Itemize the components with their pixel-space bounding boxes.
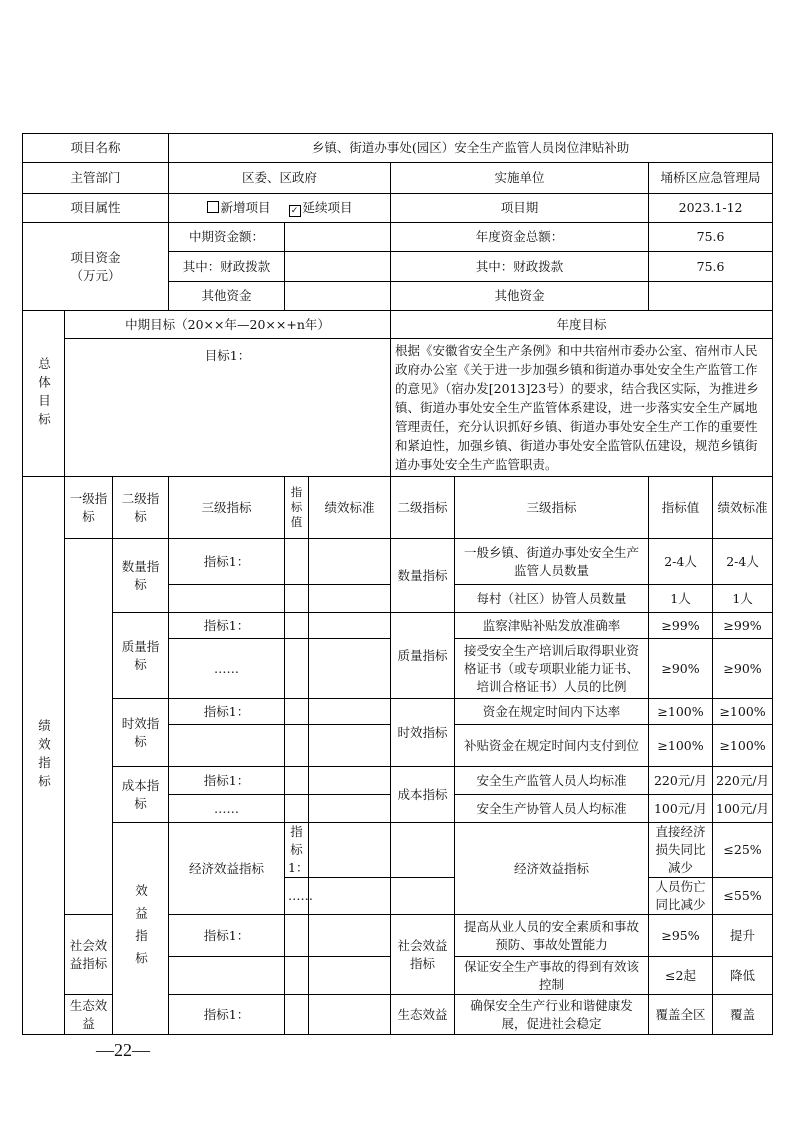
quality-l2-right: 质量指标 xyxy=(391,613,455,699)
social-l2-left: 社会效益指标 xyxy=(65,915,113,995)
quality-l3-left-2: …… xyxy=(169,639,285,699)
social-l2-right: 社会效益指标 xyxy=(391,915,455,995)
attr-continued-label: 延续项目 xyxy=(302,200,353,215)
time-l3-left-2 xyxy=(169,725,285,767)
mid-term-goal-title: 中期目标（20××年—20××+n年） xyxy=(65,311,391,339)
econ-l2-right: 经济效益指标 xyxy=(455,823,649,915)
eco-name-1: 确保安全生产行业和谐健康发展，促进社会稳定 xyxy=(455,995,649,1035)
time-standard-1: ≥100% xyxy=(713,699,773,725)
cost-standard-left-1 xyxy=(309,767,391,795)
row-department xyxy=(23,163,773,194)
cost-l2-right: 成本指标 xyxy=(391,767,455,823)
time-value-1: ≥100% xyxy=(649,699,713,725)
quality-standard-left-2 xyxy=(309,639,391,699)
project-name-value: 乡镇、街道办事处(园区）安全生产监管人员岗位津贴补助 xyxy=(169,134,773,163)
time-name-2: 补贴资金在规定时间内支付到位 xyxy=(455,725,649,767)
cost-name-1: 安全生产监管人员人均标准 xyxy=(455,767,649,795)
col-value-left: 指标值 xyxy=(285,477,309,539)
table-row xyxy=(23,613,773,639)
mid-total-value xyxy=(285,223,391,252)
time-name-1: 资金在规定时间内下达率 xyxy=(455,699,649,725)
row-goal-content xyxy=(23,339,773,477)
page-number: —22— xyxy=(96,1040,150,1060)
mid-fiscal-label: 其中：财政拨款 xyxy=(169,252,285,282)
attr-label: 项目属性 xyxy=(23,194,169,223)
cost-l3-left-2: …… xyxy=(169,795,285,823)
qty-l2-left: 数量指标 xyxy=(113,539,169,613)
social-l3-left-2 xyxy=(169,957,285,995)
col-standard-left: 绩效标准 xyxy=(309,477,391,539)
econ-l3-left-2: …… xyxy=(285,878,309,915)
attr-new-label: 新增项目 xyxy=(220,200,271,215)
period-label: 项目期 xyxy=(391,194,649,223)
annual-other-label: 其他资金 xyxy=(391,282,649,311)
eco-l3-left-1: 指标1： xyxy=(169,995,285,1035)
social-name-1: 提高从业人员的安全素质和事故预防、事故处置能力 xyxy=(455,915,649,957)
quality-l3-left-1: 指标1： xyxy=(169,613,285,639)
econ-standard-left-1 xyxy=(391,823,455,878)
col-level3-left: 三级指标 xyxy=(169,477,285,539)
overall-goal-label: 总体目标 xyxy=(23,311,65,477)
eco-standard-left-1 xyxy=(309,995,391,1035)
table-row xyxy=(23,539,773,585)
quality-l2-left: 质量指标 xyxy=(113,613,169,699)
eco-standard-1: 覆盖 xyxy=(713,995,773,1035)
econ-name-2: 人员伤亡同比减少 xyxy=(649,878,713,915)
qty-standard-left-2 xyxy=(309,585,391,613)
quality-standard-1: ≥99% xyxy=(713,613,773,639)
quality-value-1: ≥99% xyxy=(649,613,713,639)
time-value-2: ≥100% xyxy=(649,725,713,767)
funds-label-line1: 项目资金 xyxy=(70,249,121,265)
mid-fiscal-value xyxy=(285,252,391,282)
quality-standard-2: ≥90% xyxy=(713,639,773,699)
period-value: 2023.1-12 xyxy=(649,194,773,223)
social-value-2: ≤2起 xyxy=(649,957,713,995)
econ-value-2: ≤55% xyxy=(713,878,773,915)
table-row xyxy=(23,767,773,795)
time-standard-left-1 xyxy=(309,699,391,725)
qty-value-2: 1人 xyxy=(649,585,713,613)
cost-value-2: 100元/月 xyxy=(649,795,713,823)
qty-l3-left-1: 指标1： xyxy=(169,539,285,585)
funds-label xyxy=(23,223,169,311)
annual-fiscal-value: 75.6 xyxy=(649,252,773,282)
social-value-left-1 xyxy=(285,915,309,957)
eco-l2-left: 生态效益 xyxy=(65,995,113,1035)
eco-value-left-1 xyxy=(285,995,309,1035)
qty-value-left-2 xyxy=(285,585,309,613)
cost-standard-1: 220元/月 xyxy=(713,767,773,795)
social-value-left-2 xyxy=(285,957,309,995)
qty-value-left-1 xyxy=(285,539,309,585)
econ-value-left-1 xyxy=(309,823,391,878)
time-l2-left: 时效指标 xyxy=(113,699,169,767)
quality-value-2: ≥90% xyxy=(649,639,713,699)
mid-goal-1: 目标1： xyxy=(65,339,391,477)
mid-total-label: 中期资金额： xyxy=(169,223,285,252)
quality-standard-left-1 xyxy=(309,613,391,639)
econ-value-1: ≤25% xyxy=(713,823,773,878)
col-level1: 一级指标 xyxy=(65,477,113,539)
col-level3-right: 三级指标 xyxy=(455,477,649,539)
col-value-right: 指标值 xyxy=(649,477,713,539)
col-level2-left: 二级指标 xyxy=(113,477,169,539)
mid-other-value xyxy=(285,282,391,311)
qty-value-1: 2-4人 xyxy=(649,539,713,585)
time-l3-left-1: 指标1： xyxy=(169,699,285,725)
qty-l3-left-2 xyxy=(169,585,285,613)
checkbox-continued: ✓ xyxy=(289,205,301,217)
cost-value-1: 220元/月 xyxy=(649,767,713,795)
impl-value: 埇桥区应急管理局 xyxy=(649,163,773,194)
qty-name-1: 一般乡镇、街道办事处安全生产监管人员数量 xyxy=(455,539,649,585)
dept-value: 区委、区政府 xyxy=(169,163,391,194)
impl-label: 实施单位 xyxy=(391,163,649,194)
qty-name-2: 每村（社区）协管人员数量 xyxy=(455,585,649,613)
annual-other-value xyxy=(649,282,773,311)
econ-standard-left-2 xyxy=(391,878,455,915)
checkbox-new xyxy=(207,201,219,213)
attr-options xyxy=(169,194,391,223)
performance-target-table xyxy=(22,133,773,1035)
quality-value-left-1 xyxy=(285,613,309,639)
quality-value-left-2 xyxy=(285,639,309,699)
quality-name-2: 接受安全生产培训后取得职业资格证书（或专项职业能力证书、培训合格证书）人员的比例 xyxy=(455,639,649,699)
qty-standard-1: 2-4人 xyxy=(713,539,773,585)
econ-name-1: 直接经济损失同比减少 xyxy=(649,823,713,878)
cost-standard-2: 100元/月 xyxy=(713,795,773,823)
table-row xyxy=(23,823,773,878)
social-value-1: ≥95% xyxy=(649,915,713,957)
time-value-left-2 xyxy=(285,725,309,767)
annual-fiscal-label: 其中：财政拨款 xyxy=(391,252,649,282)
time-standard-left-2 xyxy=(309,725,391,767)
social-l3-left-1: 指标1： xyxy=(169,915,285,957)
cost-l3-left-1: 指标1： xyxy=(169,767,285,795)
benefit-indicator-label: 效益指标 xyxy=(113,823,169,1035)
cost-name-2: 安全生产协管人员人均标准 xyxy=(455,795,649,823)
cost-value-left-1 xyxy=(285,767,309,795)
qty-l2-right: 数量指标 xyxy=(391,539,455,613)
project-name-label: 项目名称 xyxy=(23,134,169,163)
annual-goal-text: 根据《安徽省安全生产条例》和中共宿州市委办公室、宿州市人民政府办公室《关于进一步加强乡镇和街道办事处安全生产监管工作的意见》（宿办发[2013]23号）的要求，结合我区实际，为推进乡镇、街道办事处安全生产监管体系建设，进一步落实安全生产属地管理责任，充分认识抓好乡镇、街道办事处安全生产工作的重要性和紧迫性，加强乡镇、街道办事处安全监管队伍建设，规范乡镇街道办事处安全生产监管职责。 xyxy=(391,339,773,477)
social-standard-1: 提升 xyxy=(713,915,773,957)
eco-l2-right: 生态效益 xyxy=(391,995,455,1035)
funds-label-line2: （万元） xyxy=(70,267,121,283)
output-indicator-label xyxy=(65,539,113,915)
econ-l3-left-1: 指标1： xyxy=(285,823,309,878)
row-perf-header xyxy=(23,477,773,539)
annual-goal-title: 年度目标 xyxy=(391,311,773,339)
qty-standard-2: 1人 xyxy=(713,585,773,613)
time-standard-2: ≥100% xyxy=(713,725,773,767)
annual-total-label: 年度资金总额： xyxy=(391,223,649,252)
cost-value-left-2 xyxy=(285,795,309,823)
dept-label: 主管部门 xyxy=(23,163,169,194)
econ-l2-left: 经济效益指标 xyxy=(169,823,285,915)
eco-value-1: 覆盖全区 xyxy=(649,995,713,1035)
row-project-name xyxy=(23,134,773,163)
social-standard-left-2 xyxy=(309,957,391,995)
cost-l2-left: 成本指标 xyxy=(113,767,169,823)
social-name-2: 保证安全生产事故的得到有效该控制 xyxy=(455,957,649,995)
row-goal-titles xyxy=(23,311,773,339)
mid-other-label: 其他资金 xyxy=(169,282,285,311)
perf-section-label: 绩效指标 xyxy=(23,477,65,1035)
quality-name-1: 监察津贴补贴发放准确率 xyxy=(455,613,649,639)
col-standard-right: 绩效标准 xyxy=(713,477,773,539)
col-level2-right: 二级指标 xyxy=(391,477,455,539)
cost-standard-left-2 xyxy=(309,795,391,823)
time-l2-right: 时效指标 xyxy=(391,699,455,767)
social-standard-left-1 xyxy=(309,915,391,957)
annual-total-value: 75.6 xyxy=(649,223,773,252)
row-attribute xyxy=(23,194,773,223)
row-funds-total xyxy=(23,223,773,252)
social-standard-2: 降低 xyxy=(713,957,773,995)
qty-standard-left-1 xyxy=(309,539,391,585)
table-row xyxy=(23,699,773,725)
time-value-left-1 xyxy=(285,699,309,725)
econ-value-left-2 xyxy=(309,878,391,915)
